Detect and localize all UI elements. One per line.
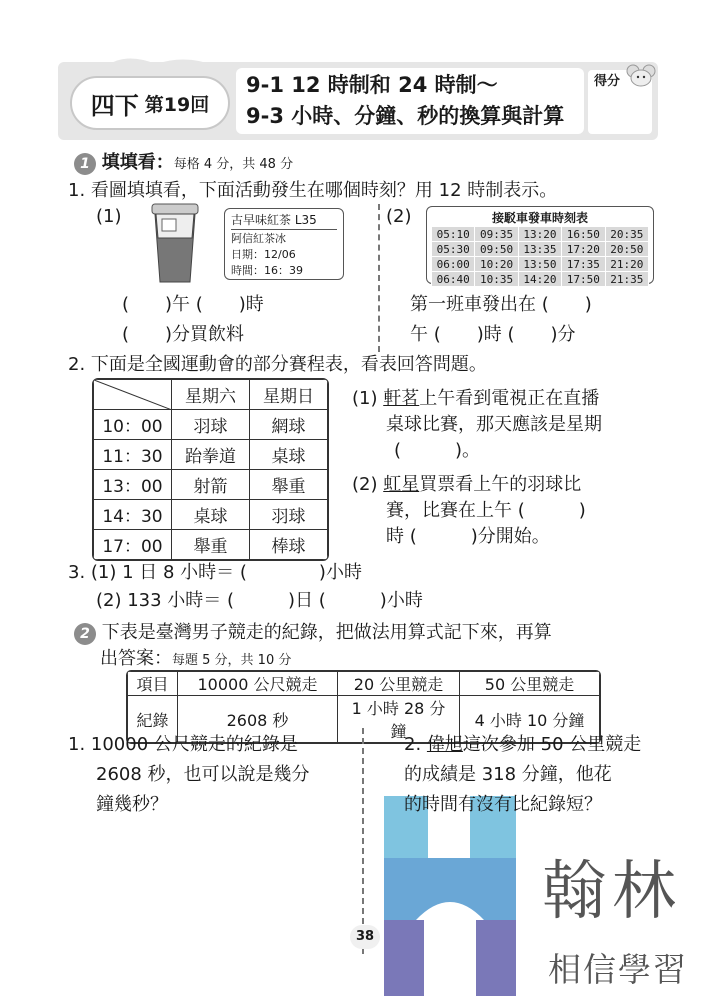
bus-time-cell: 09:35 bbox=[475, 227, 518, 242]
schedule-sun-cell: 網球 bbox=[250, 410, 328, 440]
q2-part2-label: (2) bbox=[352, 474, 378, 495]
column-divider bbox=[378, 204, 380, 352]
drink-cup-icon bbox=[150, 202, 200, 284]
schedule-row bbox=[94, 500, 328, 530]
bus-timetable-title: 接駁車發車時刻表 bbox=[491, 211, 588, 225]
hanlin-logo-mark bbox=[384, 796, 516, 996]
s2-q1-line-1: 1. 10000 公尺競走的紀錄是 bbox=[68, 734, 298, 755]
drink-receipt bbox=[224, 208, 344, 280]
q2-part2-line-3: 時 ( )分開始。 bbox=[386, 526, 550, 547]
sports-schedule-table bbox=[93, 379, 328, 560]
q2-part2-text: 買票看上午的羽球比 bbox=[419, 474, 582, 495]
logo-bar-left-bottom bbox=[384, 920, 424, 996]
bus-time-cell: 21:20 bbox=[605, 257, 648, 272]
s2-q2-line-3: 的時間有沒有比紀錄短？ bbox=[404, 794, 602, 815]
grade-label: 四下 bbox=[90, 91, 139, 120]
schedule-sat-cell: 羽球 bbox=[172, 410, 250, 440]
record-50km-value: 4 小時 10 分鐘 bbox=[460, 696, 600, 743]
schedule-row bbox=[94, 530, 328, 560]
bus-time-cell: 17:35 bbox=[562, 257, 605, 272]
q2-part2-line-2: 賽，比賽在上午 ( ) bbox=[386, 500, 586, 521]
section-2-badge: 2 bbox=[74, 623, 96, 645]
section-1-points: 每格 4 分，共 48 分 bbox=[173, 157, 294, 172]
bus-time-cell: 13:35 bbox=[518, 242, 561, 257]
q2-part1-label: (1) bbox=[352, 388, 378, 409]
title-line-1: 9-1 12 時制和 24 時制～ bbox=[246, 73, 498, 97]
bus-time-cell: 05:30 bbox=[432, 242, 475, 257]
bus-time-cell: 13:50 bbox=[518, 257, 561, 272]
q2-part1-line-3: ( )。 bbox=[394, 440, 481, 461]
section-1-title: 填填看： bbox=[101, 152, 174, 173]
corner-diagonal bbox=[94, 380, 172, 410]
q2-stem: 2. 下面是全國運動會的部分賽程表，看表回答問題。 bbox=[68, 354, 487, 375]
sports-schedule bbox=[92, 378, 329, 561]
section-2-divider bbox=[362, 728, 364, 954]
schedule-sat-cell: 跆拳道 bbox=[172, 440, 250, 470]
section-2-heading-line-2 bbox=[100, 644, 291, 670]
bus-time-cell: 06:40 bbox=[432, 272, 475, 287]
s2-q1-line-3: 鐘幾秒？ bbox=[96, 794, 168, 815]
schedule-time-cell: 11：30 bbox=[94, 440, 172, 470]
record-head-20km: 20 公里競走 bbox=[338, 672, 460, 696]
receipt-line-2: 日期：12/06 bbox=[231, 248, 296, 261]
bus-row bbox=[432, 227, 649, 242]
bus-time-cell: 06:00 bbox=[432, 257, 475, 272]
schedule-head-sat: 星期六 bbox=[172, 380, 250, 410]
q2-part2-line-1 bbox=[352, 470, 581, 496]
bus-timetable bbox=[426, 206, 654, 284]
schedule-sun-cell: 桌球 bbox=[250, 440, 328, 470]
s2-q2-name: 偉旭 bbox=[426, 734, 463, 755]
section-1-badge: 1 bbox=[74, 153, 96, 175]
schedule-time-cell: 17：00 bbox=[94, 530, 172, 560]
schedule-time-cell: 13：00 bbox=[94, 470, 172, 500]
schedule-sun-cell: 舉重 bbox=[250, 470, 328, 500]
mouse-icon bbox=[626, 62, 656, 88]
section-2-title-1: 下表是臺灣男子競走的紀錄，把做法用算式記下來，再算 bbox=[101, 622, 552, 643]
bus-row bbox=[432, 257, 649, 272]
schedule-row bbox=[94, 410, 328, 440]
q3-line-1: 3. (1) 1 日 8 小時＝ ( )小時 bbox=[68, 562, 362, 583]
q1-part1-answer-line-1: ( )午 ( )時 bbox=[122, 294, 264, 315]
bus-time-cell: 20:50 bbox=[605, 242, 648, 257]
record-20km-value: 1 小時 28 分鐘 bbox=[338, 696, 460, 743]
bus-time-cell: 16:50 bbox=[562, 227, 605, 242]
schedule-time-cell: 10：00 bbox=[94, 410, 172, 440]
q3-line-2: (2) 133 小時＝ ( )日 ( )小時 bbox=[96, 590, 423, 611]
q2-part2-name: 虹星 bbox=[383, 474, 420, 495]
record-head-item: 項目 bbox=[128, 672, 178, 696]
q1-part2-answer-line-1: 第一班車發出在 ( ) bbox=[410, 294, 592, 315]
q2-part1-line-2: 桌球比賽，那天應該是星期 bbox=[386, 414, 602, 435]
page-title bbox=[236, 68, 584, 134]
q1-part2-answer-line-2: 午 ( )時 ( )分 bbox=[410, 324, 576, 345]
schedule-head-sun: 星期日 bbox=[250, 380, 328, 410]
schedule-row bbox=[94, 470, 328, 500]
bus-row bbox=[432, 272, 649, 287]
brand-slogan: 相信學習 bbox=[548, 950, 688, 989]
lesson-label bbox=[70, 76, 230, 130]
receipt-title: 古早味紅茶 L35 bbox=[231, 211, 337, 230]
schedule-sun-cell: 棒球 bbox=[250, 530, 328, 560]
section-2-heading-line-1 bbox=[74, 618, 552, 645]
bus-time-cell: 17:50 bbox=[562, 272, 605, 287]
section-2-title-2: 出答案： bbox=[100, 648, 172, 669]
q1-part1-label: (1) bbox=[96, 206, 122, 227]
schedule-row bbox=[94, 440, 328, 470]
brand-name: 翰林 bbox=[542, 855, 682, 929]
s2-q1-line-2: 2608 秒，也可以說是幾分 bbox=[96, 764, 310, 785]
s2-q2-text: 這次參加 50 公里競走 bbox=[462, 734, 642, 755]
schedule-sat-cell: 桌球 bbox=[172, 500, 250, 530]
section-2-points: 每題 5 分，共 10 分 bbox=[172, 653, 292, 668]
receipt-line-3: 時間：16：39 bbox=[231, 264, 303, 277]
q2-part1-text: 上午看到電視正在直播 bbox=[419, 388, 600, 409]
title-line-2: 9-3 小時、分鐘、秒的換算與計算 bbox=[246, 104, 565, 128]
bus-timetable-grid bbox=[431, 226, 649, 287]
q1-part2-label: (2) bbox=[386, 206, 412, 227]
bus-row bbox=[432, 242, 649, 257]
bus-time-cell: 21:35 bbox=[605, 272, 648, 287]
page-number: 38 bbox=[350, 925, 380, 949]
record-row-label: 紀錄 bbox=[128, 696, 178, 743]
record-head-10000m: 10000 公尺競走 bbox=[178, 672, 338, 696]
q2-part1-line-1 bbox=[352, 384, 599, 410]
bus-time-cell: 17:20 bbox=[562, 242, 605, 257]
bus-time-cell: 14:20 bbox=[518, 272, 561, 287]
schedule-sat-cell: 射箭 bbox=[172, 470, 250, 500]
bus-time-cell: 13:20 bbox=[518, 227, 561, 242]
schedule-sat-cell: 舉重 bbox=[172, 530, 250, 560]
logo-arch-band bbox=[384, 858, 516, 920]
section-1-heading bbox=[74, 148, 293, 175]
lesson-number: 第19回 bbox=[144, 93, 210, 116]
q1-part1-answer-line-2: ( )分買飲料 bbox=[122, 324, 245, 345]
q1-stem: 1. 看圖填填看，下面活動發生在哪個時刻？用 12 時制表示。 bbox=[68, 180, 558, 201]
schedule-sun-cell: 羽球 bbox=[250, 500, 328, 530]
bus-time-cell: 20:35 bbox=[605, 227, 648, 242]
bus-time-cell: 05:10 bbox=[432, 227, 475, 242]
schedule-corner-cell bbox=[94, 380, 172, 410]
record-10000m-value: 2608 秒 bbox=[178, 696, 338, 743]
score-label: 得分 bbox=[594, 74, 621, 89]
receipt-line-1: 阿信紅茶冰 bbox=[231, 232, 286, 245]
s2-q2-line-1 bbox=[404, 730, 641, 756]
bus-time-cell: 10:35 bbox=[475, 272, 518, 287]
bus-time-cell: 09:50 bbox=[475, 242, 518, 257]
bus-time-cell: 10:20 bbox=[475, 257, 518, 272]
schedule-time-cell: 14：30 bbox=[94, 500, 172, 530]
logo-bar-right-bottom bbox=[476, 920, 516, 996]
q2-part1-name: 軒茗 bbox=[383, 388, 420, 409]
s2-q2-line-2: 的成績是 318 分鐘，他花 bbox=[404, 764, 612, 785]
s2-q2-label: 2. bbox=[404, 734, 422, 755]
record-head-50km: 50 公里競走 bbox=[460, 672, 600, 696]
